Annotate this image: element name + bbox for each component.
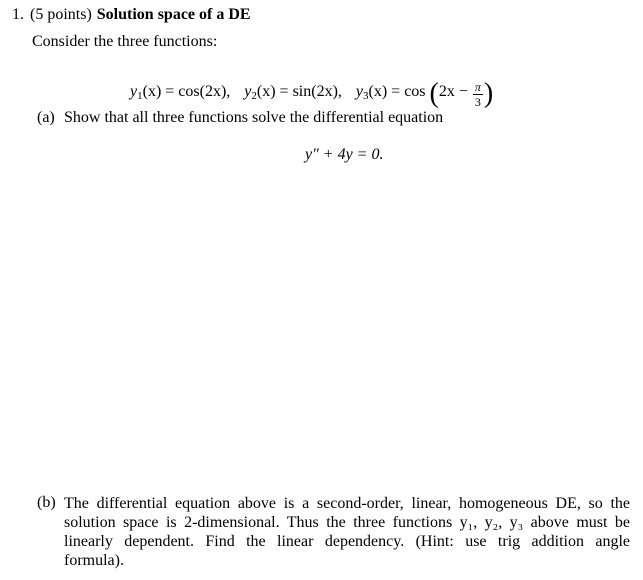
- problem-points: (5 points): [30, 6, 92, 23]
- part-b-line: linearly dependent. Find the linear dependency. (Hint: use trig addition angle: [64, 533, 630, 550]
- pi-over-three: $\frac{\pi}{3}$: [474, 80, 481, 109]
- part-b-label: (b): [37, 494, 56, 511]
- part-b-text: [64, 494, 630, 570]
- part-a-text: Show that all three functions solve the differential equation: [64, 109, 444, 126]
- function-y1: $y_1(x) = \cos(2x)$,: [130, 83, 231, 102]
- intro-text: Consider the three functions:: [32, 33, 218, 50]
- function-y3: $y_3(x) = \cos (2x$ − $\frac{\pi}{3}$ ): [355, 78, 494, 109]
- problem-number: 1.: [12, 6, 24, 23]
- function-y2: $y_2(x) = \sin(2x)$,: [244, 83, 342, 102]
- problem-title: Solution space of a DE: [96, 6, 251, 23]
- differential-equation: y″ + 4y = 0.: [305, 146, 384, 163]
- functions-equation: [130, 78, 493, 110]
- problem-header: [12, 6, 251, 24]
- part-b-line: The differential equation above is a second-order, linear, homogeneous DE, so the: [64, 495, 630, 512]
- part-a-label: (a): [37, 109, 55, 126]
- part-b-line: formula).: [64, 552, 124, 569]
- part-b-line: solution space is 2-dimensional. Thus the three functions y₁, y₂, y₃ above must be: [64, 514, 630, 531]
